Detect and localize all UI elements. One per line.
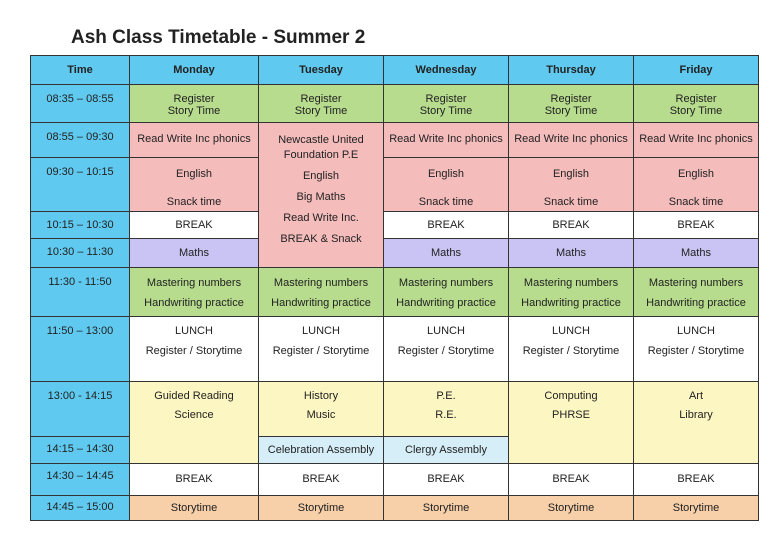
time-cell: 11:50 – 13:00: [31, 317, 130, 382]
break-cell: BREAK: [384, 211, 509, 238]
table-row: [31, 239, 759, 267]
table-row: [31, 158, 759, 212]
storytime-cell: Storytime: [634, 495, 759, 520]
mastering-cell: Mastering numbers Handwriting practice: [634, 267, 759, 317]
tuesday-morning-block: Newcastle United Foundation P.E English Big Maths Read Write Inc. BREAK & Snack: [259, 122, 384, 267]
storytime-cell: Storytime: [259, 495, 384, 520]
page-title: Ash Class Timetable - Summer 2: [71, 27, 366, 48]
lunch-cell: LUNCH Register / Storytime: [634, 317, 759, 382]
maths-cell: Maths: [130, 239, 259, 267]
english-cell: English Snack time: [130, 158, 259, 212]
break-cell: BREAK: [509, 464, 634, 495]
storytime-cell: Storytime: [384, 495, 509, 520]
header-thursday: Thursday: [509, 56, 634, 85]
break-cell: BREAK: [509, 211, 634, 238]
mastering-cell: Mastering numbers Handwriting practice: [509, 267, 634, 317]
table-row: [31, 464, 759, 495]
storytime-cell: Storytime: [509, 495, 634, 520]
timetable: [30, 55, 759, 521]
afternoon-cell-thursday: Computing PHRSE: [509, 382, 634, 464]
break-cell: BREAK: [634, 211, 759, 238]
afternoon-cell-friday: Art Library: [634, 382, 759, 464]
lunch-cell: LUNCH Register / Storytime: [130, 317, 259, 382]
english-cell: English Snack time: [384, 158, 509, 212]
time-cell: 14:15 – 14:30: [31, 436, 130, 463]
break-cell: BREAK: [384, 464, 509, 495]
afternoon-cell-monday: Guided Reading Science: [130, 382, 259, 464]
break-cell: BREAK: [130, 464, 259, 495]
english-cell: English Snack time: [634, 158, 759, 212]
phonics-cell: Read Write Inc phonics: [634, 122, 759, 157]
time-cell: 14:30 – 14:45: [31, 464, 130, 495]
time-cell: 14:45 – 15:00: [31, 495, 130, 520]
clergy-assembly-cell: Clergy Assembly: [384, 436, 509, 463]
header-wednesday: Wednesday: [384, 56, 509, 85]
register-cell: Register Story Time: [130, 85, 259, 122]
header-monday: Monday: [130, 56, 259, 85]
time-cell: 10:15 – 10:30: [31, 211, 130, 238]
table-row: [31, 85, 759, 122]
table-row: [31, 267, 759, 317]
register-cell: Register Story Time: [259, 85, 384, 122]
mastering-cell: Mastering numbers Handwriting practice: [259, 267, 384, 317]
register-cell: Register Story Time: [509, 85, 634, 122]
header-tuesday: Tuesday: [259, 56, 384, 85]
time-cell: 08:55 – 09:30: [31, 122, 130, 157]
header-time: Time: [31, 56, 130, 85]
header-friday: Friday: [634, 56, 759, 85]
lunch-cell: LUNCH Register / Storytime: [509, 317, 634, 382]
table-row: [31, 495, 759, 520]
time-cell: 13:00 - 14:15: [31, 382, 130, 437]
table-row: [31, 122, 759, 157]
break-cell: BREAK: [634, 464, 759, 495]
phonics-cell: Read Write Inc phonics: [130, 122, 259, 157]
break-cell: BREAK: [259, 464, 384, 495]
break-cell: BREAK: [130, 211, 259, 238]
maths-cell: Maths: [384, 239, 509, 267]
maths-cell: Maths: [509, 239, 634, 267]
table-row: [31, 317, 759, 382]
mastering-cell: Mastering numbers Handwriting practice: [384, 267, 509, 317]
english-cell: English Snack time: [509, 158, 634, 212]
celebration-assembly-cell: Celebration Assembly: [259, 436, 384, 463]
maths-cell: Maths: [634, 239, 759, 267]
table-row: [31, 382, 759, 437]
lunch-cell: LUNCH Register / Storytime: [384, 317, 509, 382]
table-row: [31, 211, 759, 238]
storytime-cell: Storytime: [130, 495, 259, 520]
time-cell: 09:30 – 10:15: [31, 158, 130, 212]
phonics-cell: Read Write Inc phonics: [384, 122, 509, 157]
register-cell: Register Story Time: [384, 85, 509, 122]
lunch-cell: LUNCH Register / Storytime: [259, 317, 384, 382]
time-cell: 11:30 - 11:50: [31, 267, 130, 317]
time-cell: 10:30 – 11:30: [31, 239, 130, 267]
afternoon-cell-wednesday: P.E. R.E.: [384, 382, 509, 437]
header-row: [31, 56, 759, 85]
register-cell: Register Story Time: [634, 85, 759, 122]
afternoon-cell-tuesday: History Music: [259, 382, 384, 437]
phonics-cell: Read Write Inc phonics: [509, 122, 634, 157]
mastering-cell: Mastering numbers Handwriting practice: [130, 267, 259, 317]
time-cell: 08:35 – 08:55: [31, 85, 130, 122]
